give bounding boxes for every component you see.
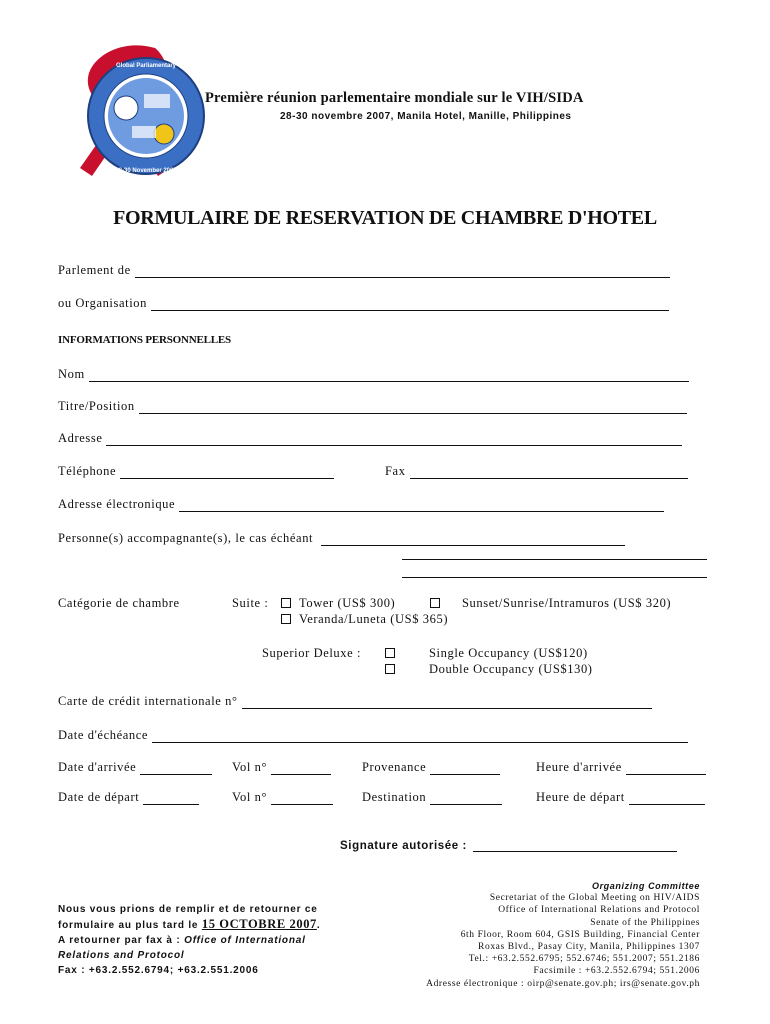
return-instructions — [58, 902, 321, 978]
flight-arrival-field[interactable] — [271, 763, 331, 775]
destination-row — [362, 790, 502, 805]
departure-time-field[interactable] — [629, 793, 705, 805]
flight-arrival-row — [232, 760, 331, 775]
committee-line-7: Facsimile : +63.2.552.6794; 551.2006 — [533, 966, 700, 977]
accompagnants-field-1[interactable] — [321, 534, 625, 546]
telephone-label: Téléphone — [58, 464, 117, 478]
signature-label: Signature autorisée : — [340, 840, 467, 852]
committee-line-2: Office of International Relations and Protocol — [498, 905, 700, 916]
card-row — [58, 694, 652, 709]
return-line-1: Nous vous prions de remplir et de retourner ce — [58, 904, 318, 915]
return-line-3-text: A retourner par fax à : — [58, 935, 181, 946]
flight-departure-row — [232, 790, 333, 805]
signature-field[interactable] — [473, 840, 677, 852]
organisation-label: ou Organisation — [58, 296, 147, 310]
expiry-field[interactable] — [152, 731, 688, 743]
double-label: Double Occupancy (US$130) — [429, 662, 593, 676]
committee-line-4: 6th Floor, Room 604, GSIS Building, Financial Center — [460, 929, 700, 940]
committee-line-3: Senate of the Philippines — [590, 917, 700, 928]
adresse-label: Adresse — [58, 431, 103, 445]
parlement-row — [58, 263, 670, 278]
room-category-label: Catégorie de chambre — [58, 596, 180, 610]
nom-field[interactable] — [89, 370, 689, 382]
svg-text:28-30 November 2007: 28-30 November 2007 — [115, 168, 177, 174]
destination-label: Destination — [362, 790, 427, 804]
titre-label: Titre/Position — [58, 399, 135, 413]
expiry-label: Date d'échéance — [58, 728, 149, 742]
accompagnants-row — [58, 531, 625, 546]
suite-label: Suite : — [232, 596, 269, 610]
svg-text:Global Parliamentary: Global Parliamentary — [115, 63, 177, 69]
double-option[interactable] — [385, 662, 593, 677]
sunset-label: Sunset/Sunrise/Intramuros (US$ 320) — [462, 596, 672, 610]
veranda-checkbox[interactable] — [281, 614, 291, 624]
nom-row — [58, 367, 689, 382]
veranda-option[interactable] — [281, 612, 448, 627]
organizing-committee-address — [426, 880, 700, 990]
fax-row — [385, 464, 688, 479]
card-field[interactable] — [242, 697, 652, 709]
single-checkbox[interactable] — [385, 648, 395, 658]
form-title: FORMULAIRE DE RESERVATION DE CHAMBRE D'HOTEL — [113, 207, 657, 229]
fax-label: Fax — [385, 464, 406, 478]
veranda-label: Veranda/Luneta (US$ 365) — [299, 612, 449, 626]
tower-label: Tower (US$ 300) — [299, 596, 396, 610]
seal-ribbon-logo — [60, 38, 208, 186]
telephone-field[interactable] — [120, 467, 334, 479]
titre-field[interactable] — [139, 402, 687, 414]
fax-field[interactable] — [410, 467, 688, 479]
nom-label: Nom — [58, 367, 85, 381]
email-row — [58, 497, 664, 512]
flight-arrival-label: Vol n° — [232, 760, 268, 774]
provenance-field[interactable] — [430, 763, 500, 775]
expiry-row — [58, 728, 688, 743]
arrival-date-field[interactable] — [140, 763, 212, 775]
double-checkbox[interactable] — [385, 664, 395, 674]
meeting-title: Première réunion parlementaire mondiale sur le VIH/SIDA — [205, 90, 584, 106]
sunset-option[interactable] — [430, 596, 671, 611]
adresse-field[interactable] — [106, 434, 682, 446]
organisation-field[interactable] — [151, 299, 669, 311]
committee-line-6: Tel.: +63.2.552.6795; 552.6746; 551.2007; 551.2186 — [468, 954, 700, 965]
arrival-time-label: Heure d'arrivée — [536, 760, 622, 774]
telephone-row — [58, 464, 334, 479]
adresse-row — [58, 431, 682, 446]
office-name-2: Relations and Protocol — [58, 950, 185, 961]
sunset-checkbox[interactable] — [430, 598, 440, 608]
accompagnants-label: Personne(s) accompagnante(s), le cas échéant — [58, 531, 314, 545]
arrival-time-row — [536, 760, 706, 775]
flight-departure-field[interactable] — [271, 793, 333, 805]
deadline: 15 OCTOBRE 2007 — [201, 917, 317, 931]
departure-date-row — [58, 790, 199, 805]
return-line-2 — [58, 917, 321, 933]
provenance-label: Provenance — [362, 760, 427, 774]
parlement-label: Parlement de — [58, 263, 131, 277]
return-line-2-end: . — [316, 920, 321, 931]
tower-option[interactable] — [281, 596, 395, 611]
committee-line-8: Adresse électronique : oirp@senate.gov.ph; irs@senate.gov.ph — [426, 978, 700, 989]
departure-time-label: Heure de départ — [536, 790, 625, 804]
section-personal-label: INFORMATIONS PERSONNELLES — [58, 334, 231, 346]
departure-date-label: Date de départ — [58, 790, 140, 804]
return-line-2-text: formulaire au plus tard le — [58, 920, 199, 931]
arrival-time-field[interactable] — [626, 763, 706, 775]
departure-date-field[interactable] — [143, 793, 199, 805]
single-label: Single Occupancy (US$120) — [429, 646, 588, 660]
superior-label: Superior Deluxe : — [262, 646, 362, 660]
parlement-field[interactable] — [135, 266, 670, 278]
section-personal-heading — [58, 334, 231, 346]
return-line-3 — [58, 933, 321, 948]
meeting-subtitle: 28-30 novembre 2007, Manila Hotel, Manille, Philippines — [280, 111, 572, 122]
tower-checkbox[interactable] — [281, 598, 291, 608]
provenance-row — [362, 760, 500, 775]
organisation-row — [58, 296, 669, 311]
arrival-date-label: Date d'arrivée — [58, 760, 137, 774]
return-fax: Fax : +63.2.552.6794; +63.2.551.2006 — [58, 965, 259, 976]
destination-field[interactable] — [430, 793, 502, 805]
email-field[interactable] — [179, 500, 664, 512]
signature-row — [340, 840, 677, 852]
titre-row — [58, 399, 687, 414]
committee-heading: Organizing Committee — [591, 881, 700, 891]
email-label: Adresse électronique — [58, 497, 176, 511]
accompagnants-field-3[interactable] — [402, 566, 707, 578]
flight-departure-label: Vol n° — [232, 790, 268, 804]
committee-line-1: Secretariat of the Global Meeting on HIV/AIDS — [489, 893, 700, 904]
departure-time-row — [536, 790, 705, 805]
arrival-date-row — [58, 760, 212, 775]
single-option[interactable] — [385, 646, 588, 661]
committee-line-5: Roxas Blvd., Pasay City, Manila, Philippines 1307 — [478, 942, 700, 953]
card-label: Carte de crédit internationale n° — [58, 694, 238, 708]
office-name-1: Office of International — [184, 935, 306, 946]
accompagnants-field-2[interactable] — [402, 548, 707, 560]
